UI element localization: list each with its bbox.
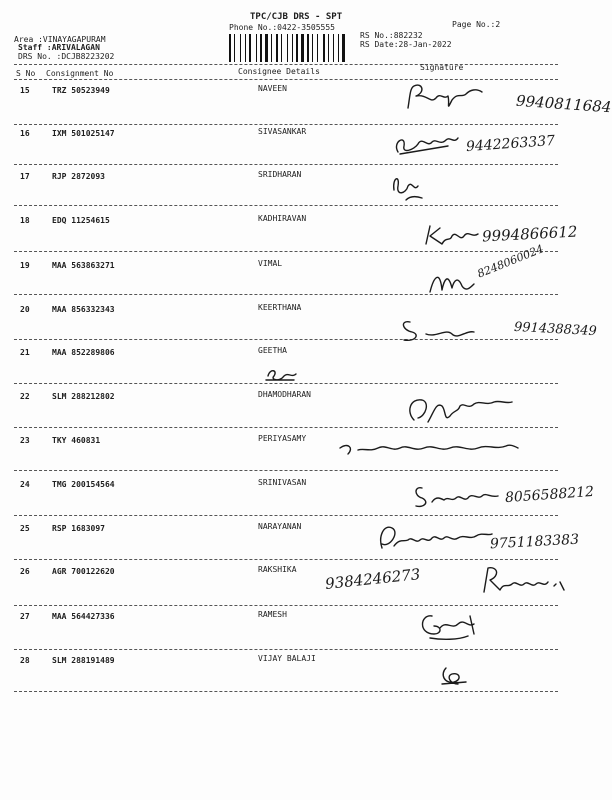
consignee-name: GEETHA xyxy=(258,346,287,355)
signature xyxy=(400,78,510,118)
consignment-number: MAA 564427336 xyxy=(52,612,115,621)
row-divider xyxy=(14,649,558,650)
handwritten-phone: 9940811684 xyxy=(515,91,612,117)
row-divider xyxy=(14,515,558,516)
consignee-name: RAMESH xyxy=(258,610,287,619)
table-row xyxy=(0,172,600,214)
signature xyxy=(422,262,482,302)
phone-number: Phone No.:0422-3505555 xyxy=(229,23,335,32)
consignment-number: TRZ 50523949 xyxy=(52,86,110,95)
consignee-name: VIJAY BALAJI xyxy=(258,654,316,663)
consignment-number: SLM 288191489 xyxy=(52,656,115,665)
consignee-name: KADHIRAVAN xyxy=(258,214,307,223)
column-consignee: Consignee Details xyxy=(238,67,320,76)
consignee-name: VIMAL xyxy=(258,259,283,268)
handwritten-phone: 8248060024 xyxy=(475,242,546,281)
document-title: TPC/CJB DRS - SPT xyxy=(250,12,343,22)
signature xyxy=(420,218,490,254)
consignment-number: MAA 852289806 xyxy=(52,348,115,357)
consignee-name: PERIYASAMY xyxy=(258,434,307,443)
table-row xyxy=(0,612,600,654)
consignee-name: SIVASANKAR xyxy=(258,127,307,136)
consignee-name: DHAMODHARAN xyxy=(258,390,311,399)
rs-date: RS Date:28-Jan-2022 xyxy=(360,40,452,49)
column-signature: Signature xyxy=(420,63,464,72)
serial-number: 24 xyxy=(20,480,30,489)
serial-number: 27 xyxy=(20,612,30,621)
serial-number: 25 xyxy=(20,524,30,533)
handwritten-phone: 8056588212 xyxy=(504,483,595,507)
signature xyxy=(412,606,492,642)
consignee-name: KEERTHANA xyxy=(258,303,302,312)
signature xyxy=(436,660,476,688)
row-divider xyxy=(14,691,558,692)
serial-number: 22 xyxy=(20,392,30,401)
consignee-name: SRINIVASAN xyxy=(258,478,307,487)
handwritten-phone: 9994866612 xyxy=(481,222,578,246)
header-divider xyxy=(14,64,558,65)
consignee-name: NAVEEN xyxy=(258,84,287,93)
consignee-name: SRIDHARAN xyxy=(258,170,302,179)
serial-number: 23 xyxy=(20,436,30,445)
serial-number: 18 xyxy=(20,216,30,225)
table-row xyxy=(0,86,600,128)
serial-number: 21 xyxy=(20,348,30,357)
serial-number: 28 xyxy=(20,656,30,665)
consignment-number: RJP 2872093 xyxy=(52,172,105,181)
serial-number: 16 xyxy=(20,129,30,138)
serial-number: 26 xyxy=(20,567,30,576)
rs-number: RS No.:882232 xyxy=(360,31,423,40)
column-sno: S No xyxy=(16,69,36,78)
staff-label: Staff :ARIVALAGAN xyxy=(18,43,100,52)
handwritten-phone: 9384246273 xyxy=(324,565,422,593)
consignment-number: TKY 460831 xyxy=(52,436,101,445)
handwritten-phone: 9751183383 xyxy=(489,531,580,553)
consignment-number: IXM 501025147 xyxy=(52,129,115,138)
consignment-number: RSP 1683097 xyxy=(52,524,105,533)
signature xyxy=(388,124,468,164)
serial-number: 20 xyxy=(20,305,30,314)
consignee-name: NARAYANAN xyxy=(258,522,302,531)
signature xyxy=(408,478,508,514)
handwritten-phone: 9914388349 xyxy=(513,319,598,340)
signature xyxy=(262,364,302,384)
signature xyxy=(372,518,502,558)
signature xyxy=(334,434,524,460)
serial-number: 17 xyxy=(20,172,30,181)
signature xyxy=(474,562,574,602)
row-divider xyxy=(14,164,558,165)
barcode-icon xyxy=(228,34,350,62)
consignment-number: MAA 563863271 xyxy=(52,261,115,270)
consignment-number: AGR 700122620 xyxy=(52,567,115,576)
drs-number: DRS No. :DCJB8223202 xyxy=(18,52,115,61)
column-consignment: Consignment No xyxy=(46,69,114,78)
serial-number: 15 xyxy=(20,86,30,95)
row-divider xyxy=(14,470,558,471)
row-divider xyxy=(14,559,558,560)
signature xyxy=(400,392,530,432)
area-label: Area :VINAYAGAPURAM xyxy=(14,35,106,44)
consignment-number: MAA 856332343 xyxy=(52,305,115,314)
page-number: Page No.:2 xyxy=(452,20,501,29)
consignment-number: TMG 200154564 xyxy=(52,480,115,489)
consignment-number: SLM 288212802 xyxy=(52,392,115,401)
consignment-number: EDQ 11254615 xyxy=(52,216,110,225)
signature xyxy=(386,166,446,206)
consignee-name: RAKSHIKA xyxy=(258,565,297,574)
serial-number: 19 xyxy=(20,261,30,270)
signature xyxy=(396,312,486,344)
row-divider xyxy=(14,124,558,125)
row-divider xyxy=(14,205,558,206)
table-row xyxy=(0,305,600,347)
handwritten-phone: 9442263337 xyxy=(465,132,556,156)
